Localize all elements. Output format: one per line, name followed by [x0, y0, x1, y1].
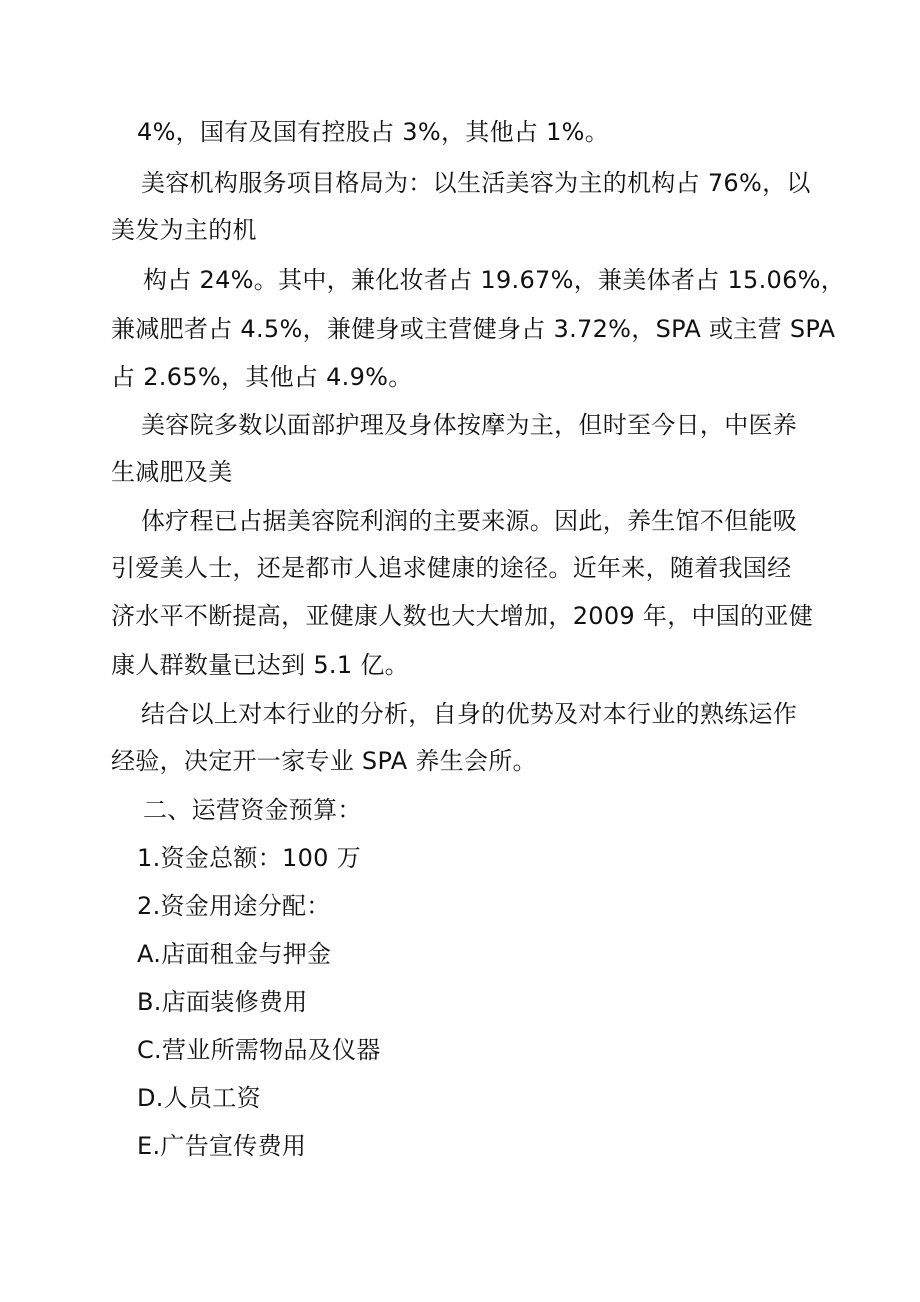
text-line: 生减肥及美 [111, 458, 233, 486]
text-line: 引爱美人士，还是都市人追求健康的途径。近年来，随着我国经 [111, 554, 792, 582]
text-line: 占 2.65%，其他占 4.9%。 [111, 363, 413, 391]
list-item-decoration-cost: B.店面装修费用 [137, 988, 308, 1016]
section-heading-budget: 二、运营资金预算： [143, 796, 362, 824]
text-line: 构占 24%。其中，兼化妆者占 19.67%，兼美体者占 15.06%， [143, 266, 846, 294]
paragraph-salon-focus: 美容院多数以面部护理及身体按摩为主，但时至今日，中医养 [141, 411, 798, 439]
list-item-total-funds: 1.资金总额：100 万 [137, 844, 361, 872]
text-line: 经验，决定开一家专业 SPA 养生会所。 [111, 747, 537, 775]
paragraph-service-structure: 美容机构服务项目格局为：以生活美容为主的机构占 76%，以 [141, 169, 811, 197]
list-item-fund-allocation: 2.资金用途分配： [137, 892, 331, 920]
list-item-supplies-equipment: C.营业所需物品及仪器 [137, 1036, 381, 1064]
text-line: 美发为主的机 [111, 216, 257, 244]
text-line: 体疗程已占据美容院利润的主要来源。因此，养生馆不但能吸 [141, 507, 798, 535]
text-line: 康人群数量已达到 5.1 亿。 [111, 651, 409, 679]
text-line: 济水平不断提高，亚健康人数也大大增加，2009 年，中国的亚健 [111, 602, 814, 630]
text-line: 兼减肥者占 4.5%，兼健身或主营健身占 3.72%，SPA 或主营 SPA [111, 315, 836, 343]
text-line: 4%，国有及国有控股占 3%，其他占 1%。 [137, 118, 610, 146]
list-item-advertising-cost: E.广告宣传费用 [137, 1132, 307, 1160]
list-item-rent-deposit: A.店面租金与押金 [137, 940, 332, 968]
paragraph-conclusion: 结合以上对本行业的分析，自身的优势及对本行业的熟练运作 [141, 700, 798, 728]
list-item-staff-wages: D.人员工资 [137, 1084, 261, 1112]
